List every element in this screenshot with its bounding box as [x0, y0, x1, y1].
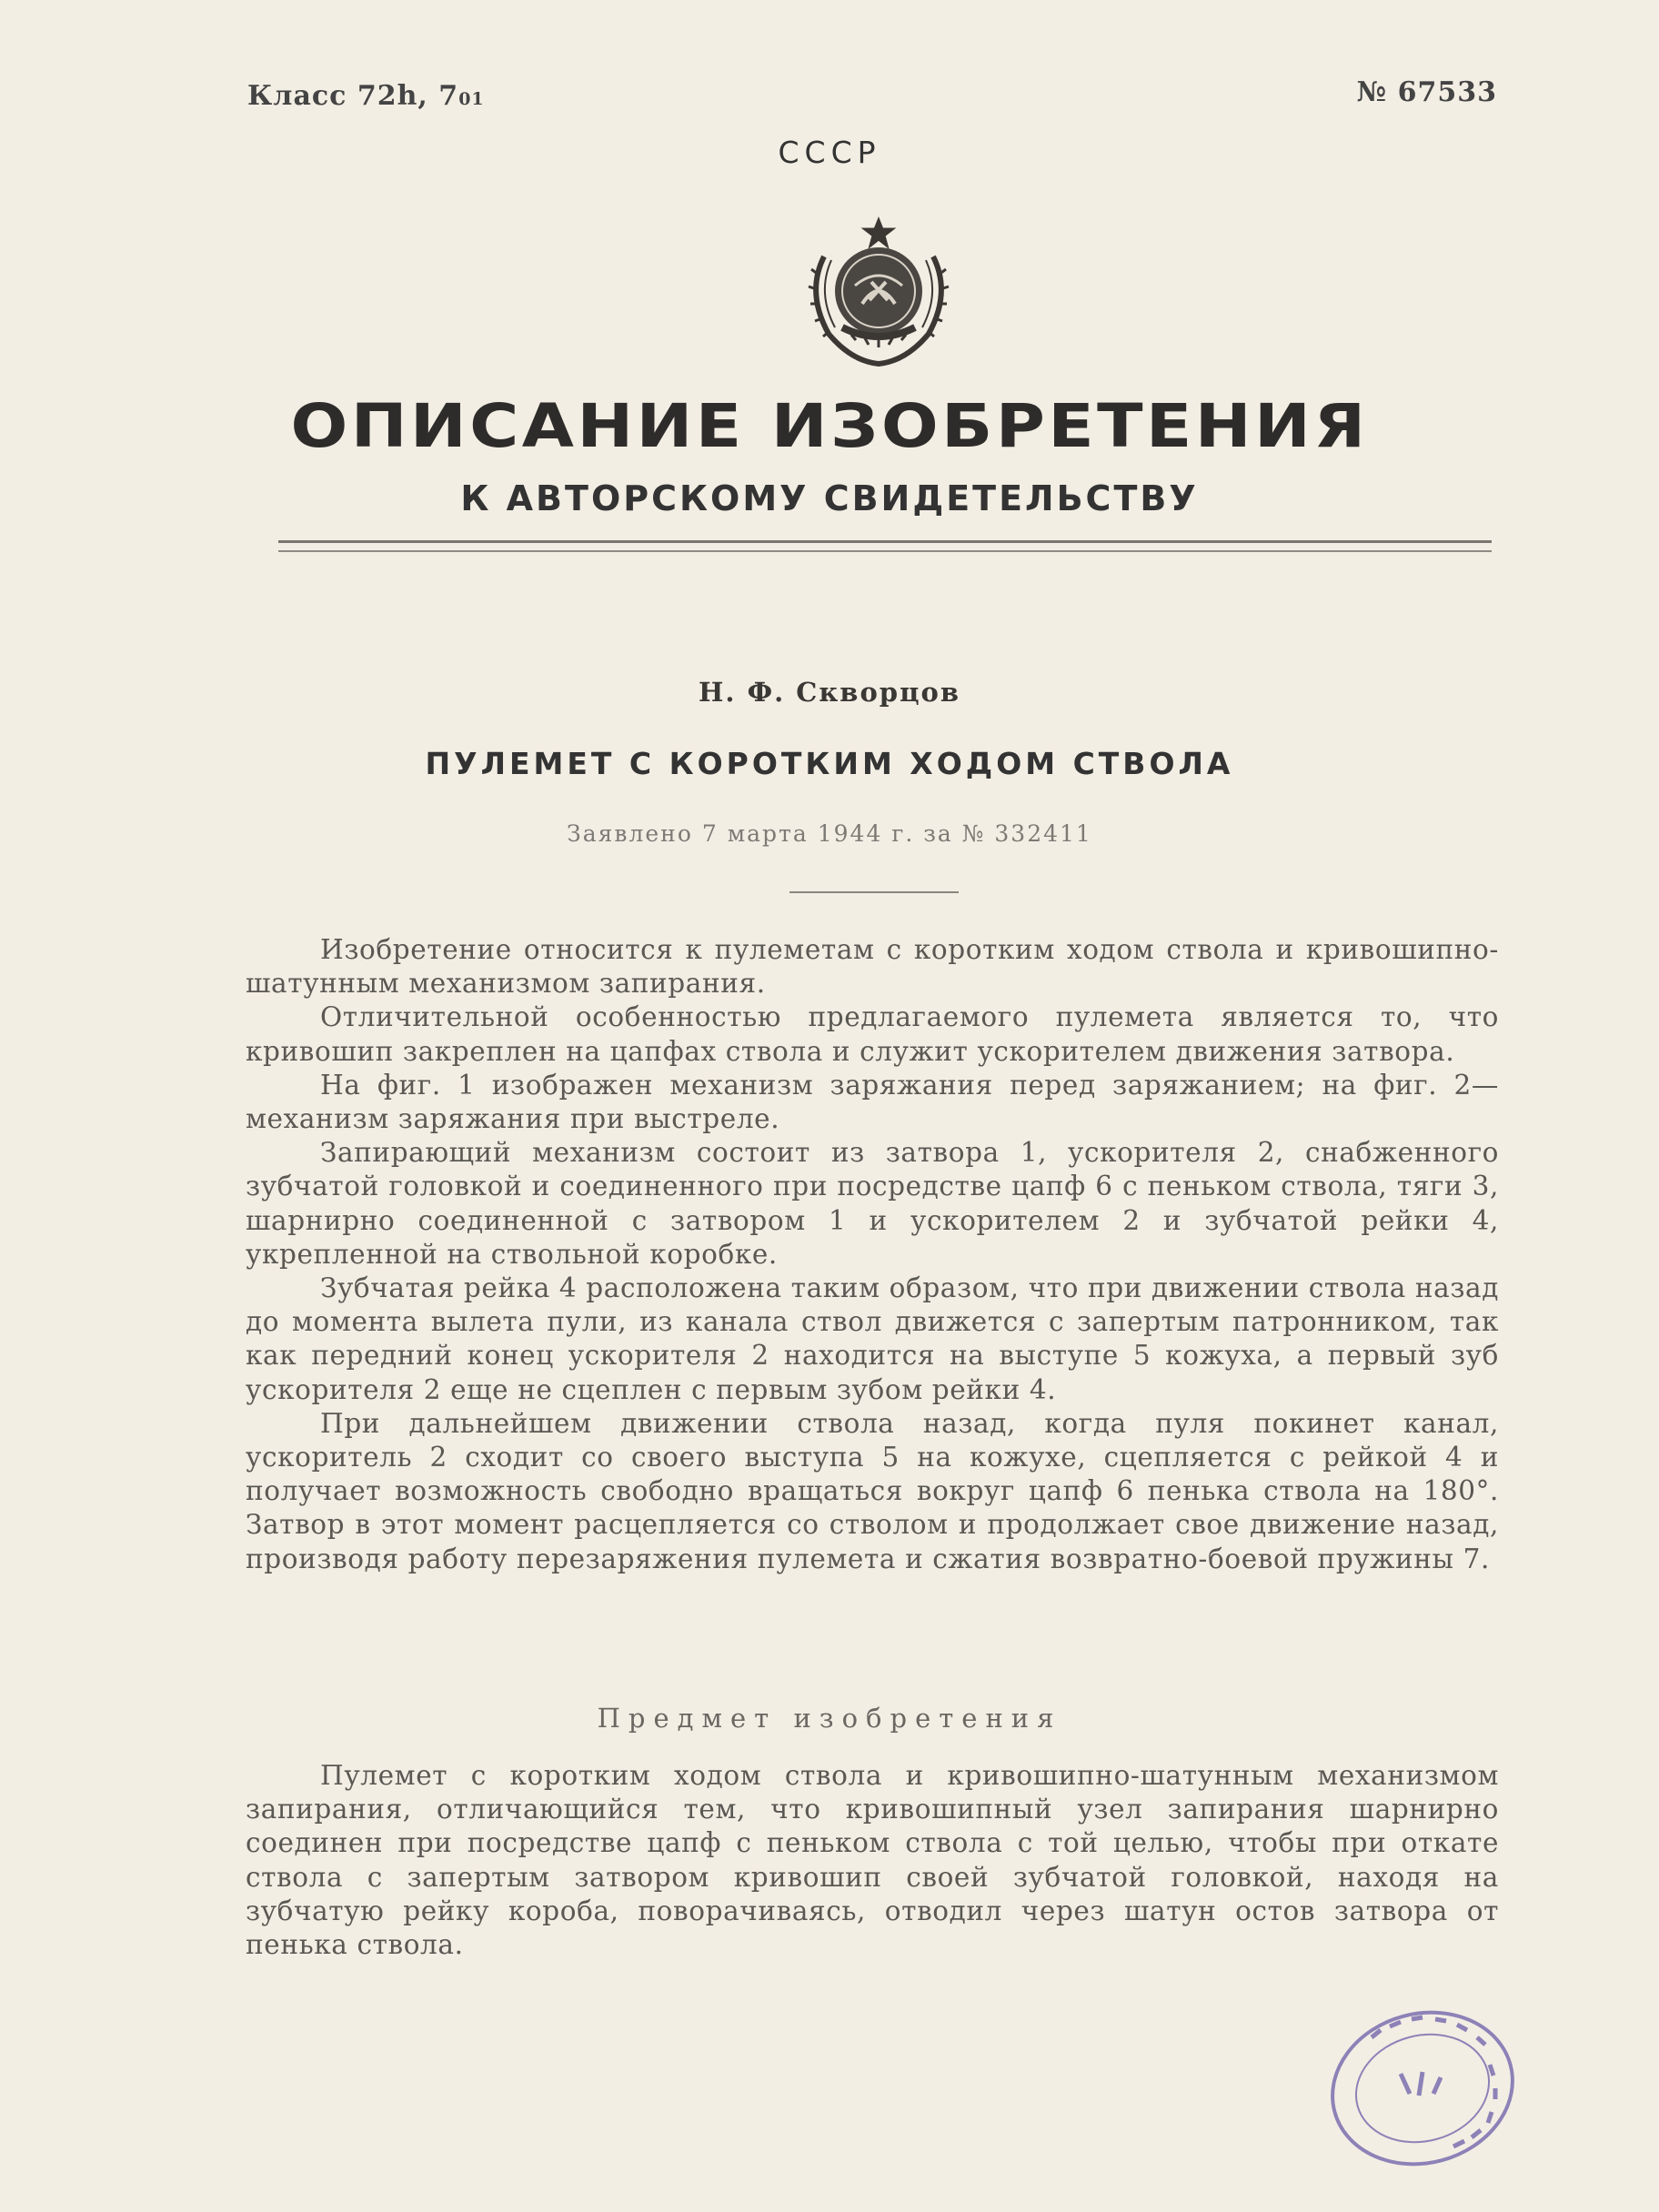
description-body: [246, 933, 1499, 1576]
class-code: [247, 80, 485, 112]
filing-date: Заявлено 7 марта 1944 г. за № 332411: [567, 820, 1092, 847]
author-name: Н. Ф. Скворцов: [698, 677, 960, 708]
document-title: ОПИСАНИЕ ИЗОБРЕТЕНИЯ: [290, 391, 1369, 461]
library-stamp-icon: [1317, 2001, 1526, 2174]
class-suffix: 01: [458, 89, 485, 109]
header-divider: [278, 540, 1492, 552]
country-label: СССР: [778, 135, 881, 170]
paragraph: При дальнейшем движении ствола назад, когда пуля покинет канал, ускоритель 2 сходит со своего выступа 5 на кожухе, сцепляется с рейкой 4 и получает возможность свободно вращаться вокруг цапф 6 пенька ствола на 180°. Затвор в этот момент расцепляется со стволом и продолжает свое движение назад, производя работу перезаряжения пулемета и сжатия возвратно-боевой пружины 7.: [246, 1407, 1499, 1574]
paragraph: Отличительной особенностью предлагаемого пулемета является то, что кривошип закреплен на цапфах ствола и служит ускорителем движения затвора.: [246, 1001, 1499, 1067]
document-subtitle: К АВТОРСКОМУ СВИДЕТЕЛЬСТВУ: [460, 478, 1199, 518]
ussr-coat-of-arms-icon: [788, 202, 970, 371]
claim-paragraph: Пулемет с коротким ходом ствола и кривошипно-шатунным механизмом запирания, отличающийся тем, что кривошипный узел запирания шарнирно соединен при посредстве цапф с пеньком ствола с той целью, чтобы при откате ствола с запертым затвором кривошип своей зубчатой головкой, находя на зубчатую рейку короба, поворачиваясь, отводил через шатун остов затвора от пенька ствола.: [246, 1760, 1499, 1961]
invention-title: ПУЛЕМЕТ С КОРОТКИМ ХОДОМ СТВОЛА: [425, 746, 1234, 781]
paragraph: Зубчатая рейка 4 расположена таким образом, что при движении ствола назад до момента вылета пули, из канала ствол движется с запертым патронником, так как передний конец ускорителя 2 находится на выступе 5 кожуха, а первый зуб ускорителя 2 еще не сцеплен с первым зубом рейки 4.: [246, 1272, 1499, 1405]
patent-number: № 67533: [1356, 76, 1497, 108]
paragraph: На фиг. 1 изображен механизм заряжания перед заряжанием; на фиг. 2—механизм заряжания при выстреле.: [246, 1069, 1499, 1135]
section-divider: [789, 891, 959, 893]
claims-body: [246, 1759, 1499, 1962]
claims-heading: Предмет изобретения: [597, 1703, 1062, 1734]
paragraph: Запирающий механизм состоит из затвора 1, ускорителя 2, снабженного зубчатой головкой и соединенного при посредстве цапф 6 с пеньком ствола, тяги 3, шарнирно соединенной с затвором 1 и ускорителем 2 и зубчатой рейки 4, укрепленной на ствольной коробке.: [246, 1137, 1499, 1270]
class-label: Класс 72h, 7: [247, 80, 459, 112]
paragraph: Изобретение относится к пулеметам с коротким ходом ствола и кривошипно-шатунным механизмом запирания.: [246, 934, 1499, 1000]
